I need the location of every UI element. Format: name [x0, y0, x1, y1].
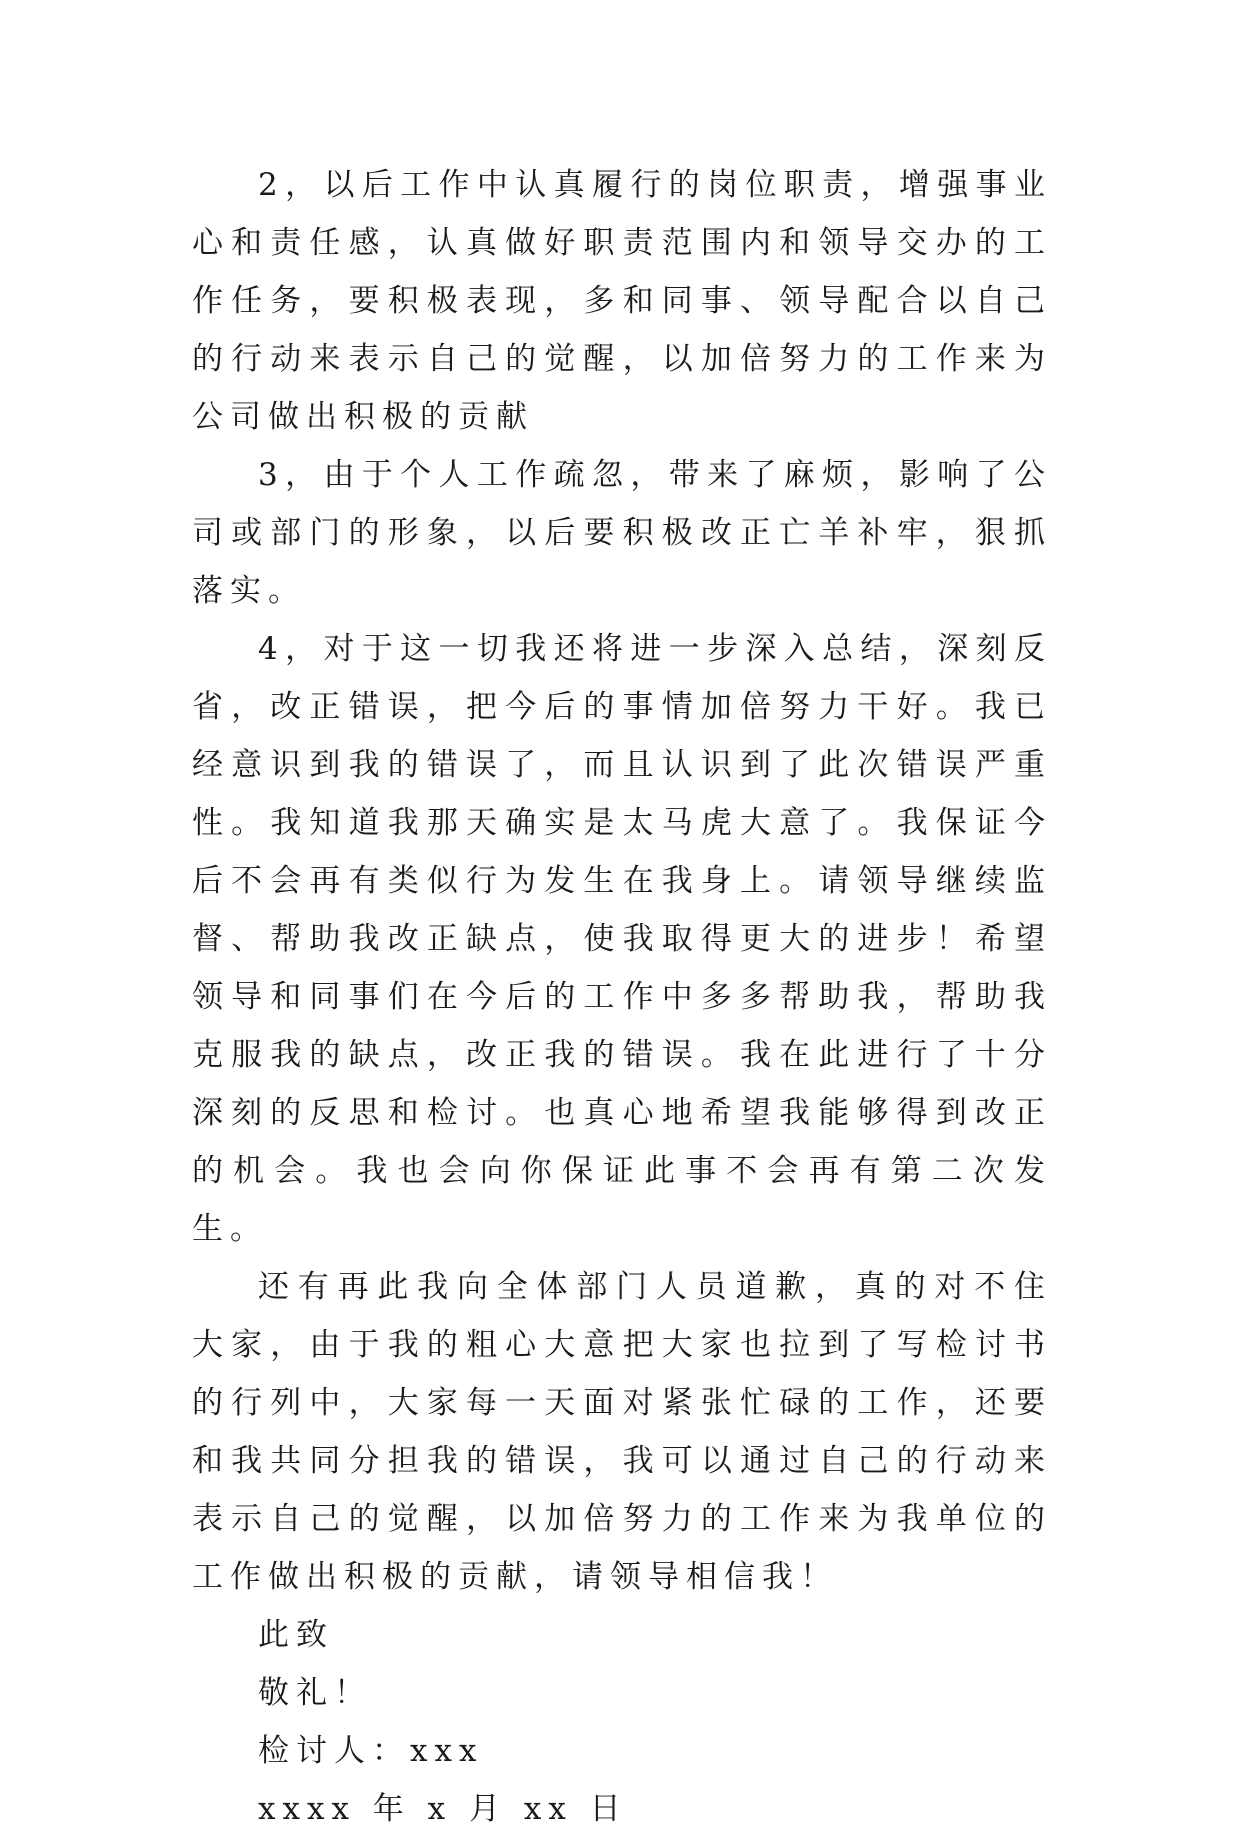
- letter-body: [192, 156, 1052, 1838]
- date-line: xxxx 年 x 月 xx 日: [258, 1791, 628, 1827]
- closing-salutation: 此致: [258, 1617, 334, 1653]
- paragraph-item-3: 3，由于个人工作疏忽，带来了麻烦，影响了公司或部门的形象，以后要积极改正亡羊补牢，狠抓落实。: [192, 457, 1052, 609]
- signer-line: 检讨人：xxx: [258, 1733, 484, 1769]
- paragraph-item-4: 4，对于这一切我还将进一步深入总结，深刻反省，改正错误，把今后的事情加倍努力干好。我已经意识到我的错误了，而且认识到了此次错误严重性。我知道我那天确实是太马虎大意了。我保证今后不会再有类似行为发生在我身上。请领导继续监督、帮助我改正缺点，使我取得更大的进步！希望领导和同事们在今后的工作中多多帮助我，帮助我克服我的缺点，改正我的错误。我在此进行了十分深刻的反思和检讨。也真心地希望我能够得到改正的机会。我也会向你保证此事不会再有第二次发生。: [192, 631, 1052, 1247]
- paragraph-apology: 还有再此我向全体部门人员道歉，真的对不住大家，由于我的粗心大意把大家也拉到了写检讨书的行列中，大家每一天面对紧张忙碌的工作，还要和我共同分担我的错误，我可以通过自己的行动来表示自己的觉醒，以加倍努力的工作来为我单位的工作做出积极的贡献，请领导相信我！: [192, 1269, 1052, 1595]
- closing-respect: 敬礼！: [258, 1675, 372, 1711]
- paragraph-item-2: 2，以后工作中认真履行的岗位职责，增强事业心和责任感，认真做好职责范围内和领导交办的工作任务，要积极表现，多和同事、领导配合以自己的行动来表示自己的觉醒，以加倍努力的工作来为公司做出积极的贡献: [192, 167, 1052, 435]
